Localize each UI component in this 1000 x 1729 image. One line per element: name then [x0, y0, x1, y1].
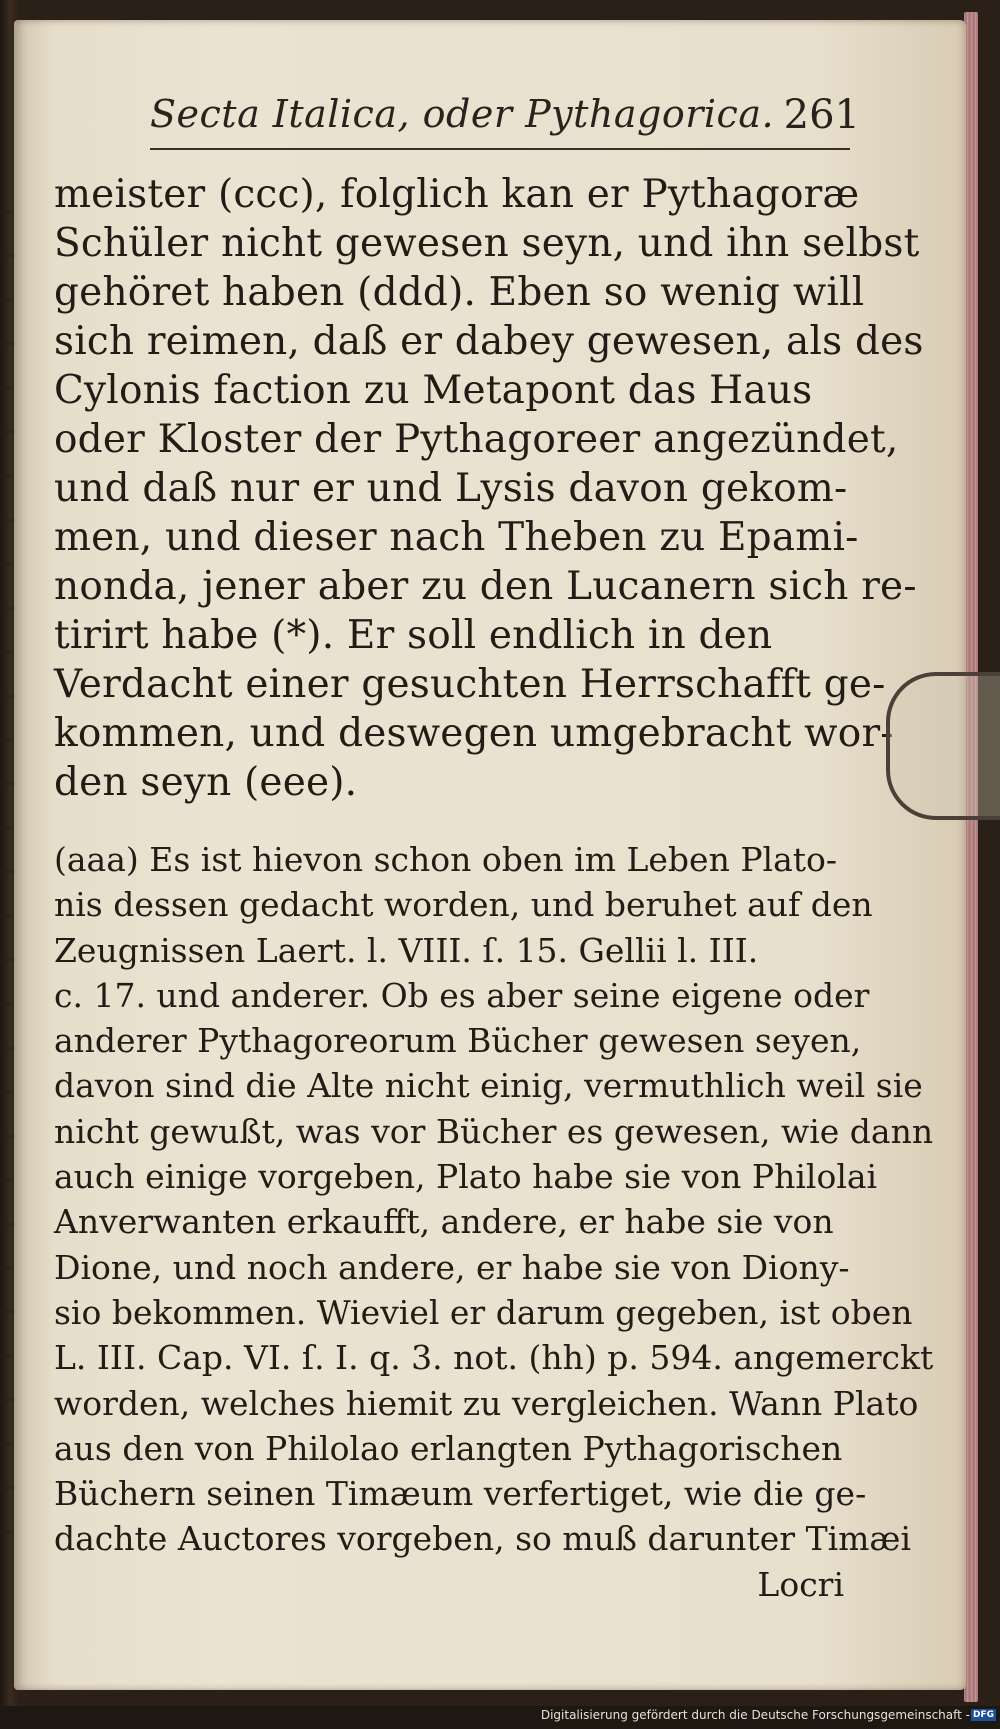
text-line: men, und dieser nach Theben zu Epami- [54, 515, 859, 560]
catchword: Locri [757, 1564, 844, 1604]
book-page [14, 20, 966, 1690]
text-line: meister (ccc), folglich kan er Pythagoræ [54, 172, 860, 217]
main-paragraph [54, 170, 924, 807]
footnote-line: dachte Auctores vorgeben, so muß darunter Timæi [54, 1519, 912, 1559]
footnote-line: nis dessen gedacht worden, und beruhet auf den [54, 885, 873, 925]
text-line: oder Kloster der Pythagoreer angezündet, [54, 417, 899, 462]
page-clip [886, 672, 1000, 820]
footnote-line: anderer Pythagoreorum Bücher gewesen seyen, [54, 1021, 862, 1061]
footnote-line: aus den von Philolao erlangten Pythagorischen [54, 1428, 843, 1468]
dfg-logo: DFG [972, 1710, 994, 1720]
text-line: sich reimen, daß er dabey gewesen, als des [54, 319, 924, 364]
text-line: und daß nur er und Lysis davon gekom- [54, 466, 848, 511]
footnote-line: (aaa) Es ist hievon schon oben im Leben Plato- [54, 840, 838, 879]
footnote-line: c. 17. und anderer. Ob es aber seine eigene oder [54, 975, 870, 1015]
text-line: gehöret haben (ddd). Eben so wenig will [54, 270, 865, 315]
footnote-line: Büchern seinen Timæum verfertiget, wie die ge- [54, 1474, 867, 1514]
previous-page-edge [0, 170, 14, 1570]
text-line: Verdacht einer gesuchten Herrschafft ge- [54, 662, 886, 707]
page-header [150, 92, 860, 150]
footnote-line: Anverwanten erkaufft, andere, er habe sie von [54, 1202, 834, 1242]
footnote-line: worden, welches hiemit zu vergleichen. Wann Plato [54, 1383, 919, 1423]
text-line: Schüler nicht gewesen seyn, und ihn selbst [54, 221, 920, 266]
footnotes [54, 837, 934, 1607]
footnote-line: auch einige vorgeben, Plato habe sie von Philolai [54, 1157, 878, 1197]
digitization-credit: Digitalisierung gefördert durch die Deutsche Forschungsgemeinschaft - [540, 1708, 970, 1722]
text-line: kommen, und deswegen umgebracht wor- [54, 711, 894, 756]
text-line: den seyn (eee). [54, 760, 358, 805]
footnote-line: Zeugnissen Laert. l. VIII. ſ. 15. Gellii l. III. [54, 930, 759, 970]
text-line: tirirt habe (*). Er soll endlich in den [54, 613, 773, 658]
running-title: Secta Italica, oder Pythagorica. [150, 92, 775, 136]
footnote-line: Dione, und noch andere, er habe sie von Diony- [54, 1247, 850, 1287]
page-edge-stack [964, 12, 978, 1702]
body-text [54, 170, 934, 1607]
page-number: 261 [783, 92, 860, 138]
footnote-line: sio bekommen. Wieviel er darum gegeben, ist oben [54, 1292, 913, 1332]
footnote-line: L. III. Cap. VI. ſ. I. q. 3. not. (hh) p. 594. angemerckt [54, 1338, 934, 1378]
footnote-line: davon sind die Alte nicht einig, vermuthlich weil sie [54, 1066, 923, 1106]
text-line: Cylonis faction zu Metapont das Haus [54, 368, 813, 413]
footnote-line: nicht gewußt, was vor Bücher es gewesen, wie dann [54, 1111, 934, 1151]
text-line: nonda, jener aber zu den Lucanern sich re- [54, 564, 917, 609]
